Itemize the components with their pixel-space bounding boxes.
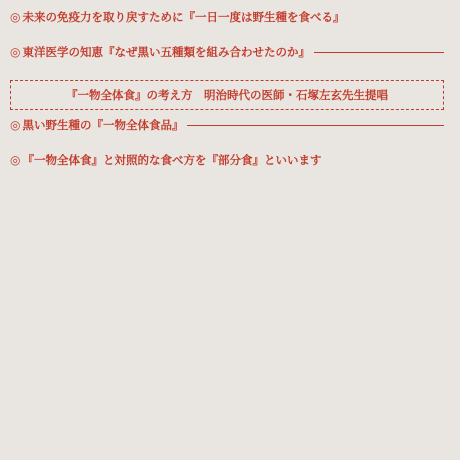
heading-rule bbox=[187, 125, 444, 126]
section-heading bbox=[10, 118, 444, 133]
banner-box bbox=[10, 80, 444, 110]
section-body bbox=[10, 60, 444, 72]
section-body bbox=[10, 25, 444, 37]
section-3 bbox=[10, 118, 444, 145]
section-heading bbox=[10, 45, 444, 60]
section-heading bbox=[10, 153, 444, 168]
section-title: 未来の免疫力を取り戻すために『一日一度は野生種を食べる』 bbox=[22, 10, 345, 24]
section-title: 東洋医学の知恵『なぜ黒い五種類を組み合わせたのか』 bbox=[22, 45, 310, 59]
circle-bullet-icon: ◎ bbox=[10, 45, 21, 59]
heading-rule bbox=[314, 52, 444, 53]
circle-bullet-icon: ◎ bbox=[10, 10, 21, 24]
section-1 bbox=[10, 10, 444, 37]
banner-heading: 『一物全体食』の考え方 明治時代の医師・石塚左玄先生提唱 bbox=[66, 88, 388, 102]
section-body bbox=[10, 168, 444, 180]
section-2 bbox=[10, 45, 444, 72]
circle-bullet-icon: ◎ bbox=[10, 118, 21, 132]
section-4 bbox=[10, 153, 444, 180]
section-title: 『一物全体食』と対照的な食べ方を『部分食』といいます bbox=[22, 153, 322, 167]
section-body bbox=[10, 133, 444, 145]
circle-bullet-icon: ◎ bbox=[10, 153, 21, 167]
section-heading bbox=[10, 10, 444, 25]
section-title: 黒い野生種の『一物全体食品』 bbox=[22, 118, 184, 132]
